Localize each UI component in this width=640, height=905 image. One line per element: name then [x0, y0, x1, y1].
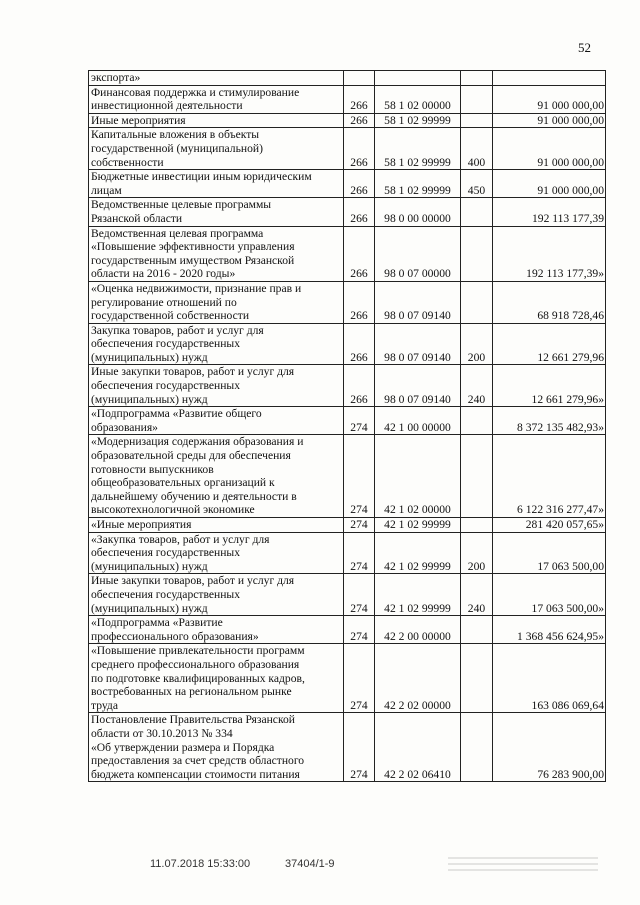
row-admin-code-cell: 274 [344, 435, 375, 518]
table-row [89, 198, 606, 226]
row-amount-cell [493, 71, 606, 86]
row-amount-cell: 192 113 177,39 [493, 198, 606, 226]
row-target-article-cell: 98 0 07 09140 [375, 323, 461, 365]
row-expense-kind-cell [461, 616, 493, 644]
row-expense-kind-cell [461, 407, 493, 435]
row-target-article-cell: 58 1 02 00000 [375, 85, 461, 113]
row-expense-kind-cell [461, 113, 493, 128]
row-target-article-cell: 42 2 02 06410 [375, 713, 461, 782]
footer-datetime: 11.07.2018 15:33:00 [150, 858, 251, 870]
row-amount-cell: 192 113 177,39» [493, 226, 606, 281]
row-admin-code-cell: 274 [344, 574, 375, 616]
row-target-article-cell: 42 2 00 00000 [375, 616, 461, 644]
row-target-article-cell: 42 1 02 99999 [375, 518, 461, 533]
row-admin-code-cell: 266 [344, 281, 375, 323]
table-row [89, 71, 606, 86]
budget-table [88, 70, 606, 782]
row-amount-cell: 12 661 279,96» [493, 365, 606, 407]
row-admin-code-cell: 274 [344, 713, 375, 782]
row-expense-kind-cell: 240 [461, 574, 493, 616]
row-expense-kind-cell [461, 85, 493, 113]
table-row [89, 113, 606, 128]
row-target-article-cell: 42 1 00 00000 [375, 407, 461, 435]
row-name-cell: Закупка товаров, работ и услуг для обеспечения государственных (муниципальных) нужд [89, 323, 344, 365]
row-name-cell: «Повышение привлекательности программ среднего профессионального образования по подготовке квалифицированных кадров, востребованных на региональном рынке труда [89, 644, 344, 713]
row-admin-code-cell: 266 [344, 128, 375, 170]
row-name-cell: Финансовая поддержка и стимулирование инвестиционной деятельности [89, 85, 344, 113]
row-target-article-cell: 98 0 07 09140 [375, 365, 461, 407]
row-admin-code-cell [344, 71, 375, 86]
row-amount-cell: 91 000 000,00 [493, 85, 606, 113]
row-name-cell: «Оценка недвижимости, признание прав и регулирование отношений по государственной собственности [89, 281, 344, 323]
table-row [89, 226, 606, 281]
row-name-cell: «Подпрограмма «Развитие общего образования» [89, 407, 344, 435]
row-amount-cell: 8 372 135 482,93» [493, 407, 606, 435]
row-expense-kind-cell: 200 [461, 323, 493, 365]
table-row [89, 365, 606, 407]
row-target-article-cell [375, 71, 461, 86]
page-number: 52 [578, 40, 591, 55]
footer-doc-number: 37404/1-9 [285, 858, 335, 870]
row-target-article-cell: 98 0 07 00000 [375, 226, 461, 281]
row-target-article-cell: 58 1 02 99999 [375, 113, 461, 128]
row-amount-cell: 91 000 000,00 [493, 113, 606, 128]
table-row [89, 518, 606, 533]
row-admin-code-cell: 266 [344, 113, 375, 128]
row-expense-kind-cell [461, 198, 493, 226]
row-expense-kind-cell [461, 71, 493, 86]
row-expense-kind-cell [461, 226, 493, 281]
row-admin-code-cell: 266 [344, 198, 375, 226]
budget-table-body [89, 71, 606, 782]
table-row [89, 616, 606, 644]
row-amount-cell: 17 063 500,00» [493, 574, 606, 616]
row-amount-cell: 17 063 500,00 [493, 532, 606, 574]
row-admin-code-cell: 266 [344, 365, 375, 407]
table-row [89, 170, 606, 198]
row-target-article-cell: 98 0 00 00000 [375, 198, 461, 226]
row-expense-kind-cell: 450 [461, 170, 493, 198]
row-admin-code-cell: 274 [344, 518, 375, 533]
row-admin-code-cell: 266 [344, 170, 375, 198]
row-target-article-cell: 98 0 07 09140 [375, 281, 461, 323]
row-amount-cell: 1 368 456 624,95» [493, 616, 606, 644]
table-row [89, 323, 606, 365]
row-amount-cell: 91 000 000,00 [493, 170, 606, 198]
row-admin-code-cell: 274 [344, 407, 375, 435]
row-name-cell: «Иные мероприятия [89, 518, 344, 533]
row-target-article-cell: 42 1 02 00000 [375, 435, 461, 518]
row-name-cell: Бюджетные инвестиции иным юридическим лицам [89, 170, 344, 198]
row-name-cell: Капитальные вложения в объекты государственной (муниципальной) собственности [89, 128, 344, 170]
row-amount-cell: 91 000 000,00 [493, 128, 606, 170]
row-admin-code-cell: 274 [344, 532, 375, 574]
row-admin-code-cell: 266 [344, 226, 375, 281]
table-row [89, 713, 606, 782]
row-admin-code-cell: 274 [344, 644, 375, 713]
row-amount-cell: 163 086 069,64 [493, 644, 606, 713]
row-name-cell: «Закупка товаров, работ и услуг для обеспечения государственных (муниципальных) нужд [89, 532, 344, 574]
table-row [89, 85, 606, 113]
row-expense-kind-cell: 240 [461, 365, 493, 407]
row-name-cell: Постановление Правительства Рязанской области от 30.10.2013 № 334 «Об утверждении размера и Порядка предоставления за счет средств областного бюджета компенсации стоимости питания [89, 713, 344, 782]
row-admin-code-cell: 266 [344, 85, 375, 113]
row-amount-cell: 281 420 057,65» [493, 518, 606, 533]
row-name-cell: Иные закупки товаров, работ и услуг для обеспечения государственных (муниципальных) нужд [89, 365, 344, 407]
table-row [89, 281, 606, 323]
row-expense-kind-cell [461, 281, 493, 323]
row-target-article-cell: 42 2 02 00000 [375, 644, 461, 713]
table-row [89, 532, 606, 574]
row-amount-cell: 76 283 900,00 [493, 713, 606, 782]
row-expense-kind-cell: 400 [461, 128, 493, 170]
table-row [89, 435, 606, 518]
row-expense-kind-cell [461, 435, 493, 518]
row-name-cell: экспорта» [89, 71, 344, 86]
row-admin-code-cell: 266 [344, 323, 375, 365]
table-row [89, 644, 606, 713]
row-name-cell: Ведомственные целевые программы Рязанской области [89, 198, 344, 226]
table-row [89, 574, 606, 616]
row-name-cell: Иные мероприятия [89, 113, 344, 128]
row-name-cell: Ведомственная целевая программа «Повышение эффективности управления государственным имуществом Рязанской области на 2016 - 2020 годы» [89, 226, 344, 281]
table-row [89, 407, 606, 435]
row-name-cell: «Модернизация содержания образования и образовательной среды для обеспечения готовности выпускников общеобразовательных организаций к дальнейшему обучению и деятельности в высокотехнологичной экономике [89, 435, 344, 518]
row-name-cell: «Подпрограмма «Развитие профессионального образования» [89, 616, 344, 644]
table-row [89, 128, 606, 170]
row-expense-kind-cell [461, 518, 493, 533]
row-expense-kind-cell: 200 [461, 532, 493, 574]
row-target-article-cell: 58 1 02 99999 [375, 170, 461, 198]
row-amount-cell: 68 918 728,46 [493, 281, 606, 323]
row-target-article-cell: 42 1 02 99999 [375, 532, 461, 574]
row-amount-cell: 6 122 316 277,47» [493, 435, 606, 518]
row-expense-kind-cell [461, 713, 493, 782]
row-target-article-cell: 42 1 02 99999 [375, 574, 461, 616]
row-target-article-cell: 58 1 02 99999 [375, 128, 461, 170]
row-admin-code-cell: 274 [344, 616, 375, 644]
electronic-signature-stamp [448, 853, 598, 875]
row-amount-cell: 12 661 279,96 [493, 323, 606, 365]
row-name-cell: Иные закупки товаров, работ и услуг для обеспечения государственных (муниципальных) нужд [89, 574, 344, 616]
row-expense-kind-cell [461, 644, 493, 713]
